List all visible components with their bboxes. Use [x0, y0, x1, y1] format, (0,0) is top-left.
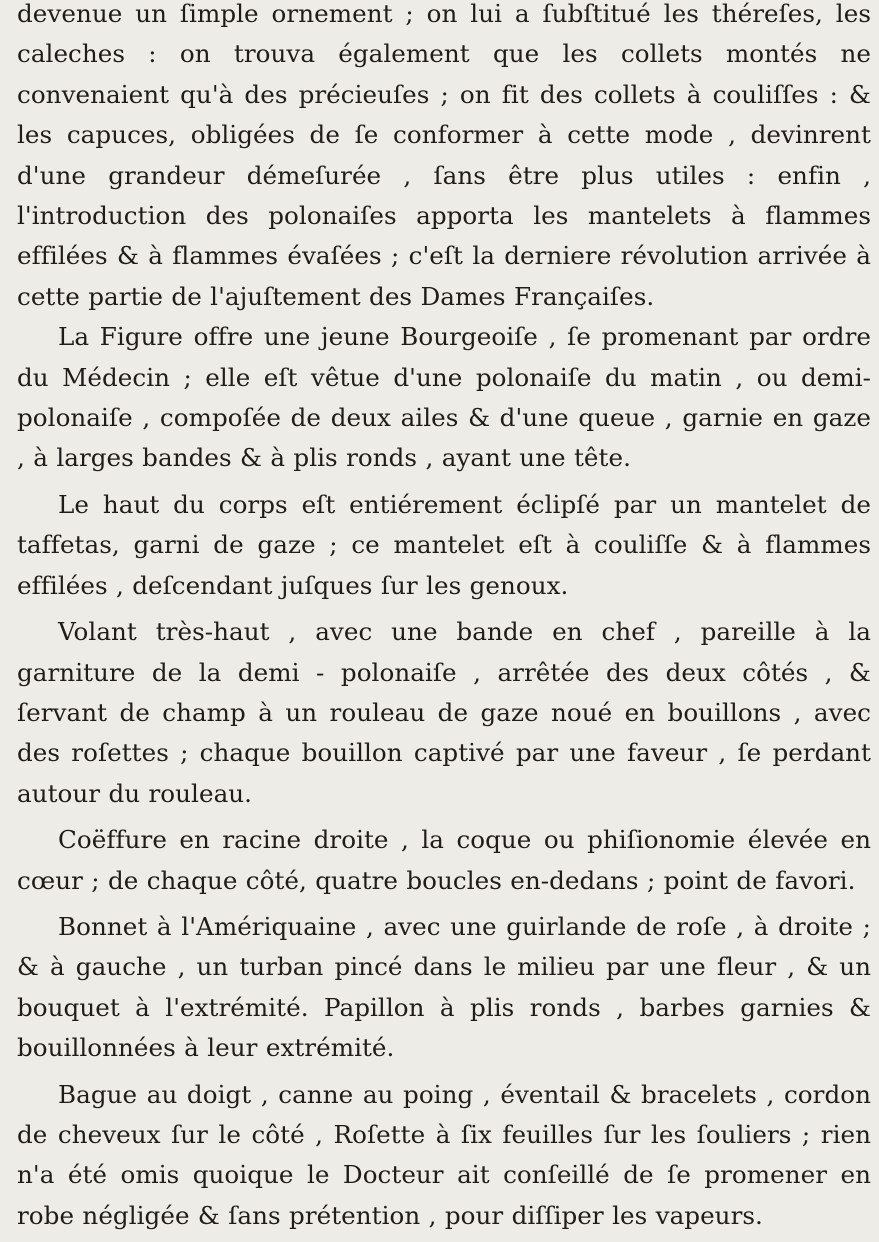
paragraph-upper-body: Le haut du corps eſt entiérement éclipſé par un mantelet de taffetas, garni de gaze ; ce mantelet eſt à couliſſe & à flammes effilées , deſcendant juſques ſur les genoux.: [17, 489, 871, 600]
paragraph-mantelets-history: devenue un ſimple ornement ; on lui a ſubſtitué les théreſes, les caleches : on trouva également que les collets montés ne convenaient qu'à des précieuſes ; on fit des collets à couliſſes : & les capuces, obligées de ſe conformer à cette mode , devinrent d'une grandeur démeſurée , ſans être plus utiles : enfin , l'introduction des polonaiſes apporta les mantelets à flammes effilées & à flammes évaſées ; c'eſt la derniere révolution arrivée à cette partie de l'ajuſtement des Dames Françaiſes.: [17, 0, 871, 311]
paragraph-hairstyle: Coëffure en racine droite , la coque ou phiſionomie élevée en cœur ; de chaque côté, quatre boucles en-dedans ; point de favori.: [17, 825, 871, 895]
paragraph-accessories: Bague au doigt , canne au poing , éventail & bracelets , cordon de cheveux ſur le côté , Roſette à ſix feuilles ſur les ſouliers ; rien n'a été omis quoique le Docteur ait conſeillé de ſe promener en robe négligée & ſans prétention , pour diſſiper les vapeurs.: [17, 1079, 871, 1230]
paragraph-bonnet: Bonnet à l'Amériquaine , avec une guirlande de roſe , à droite ; & à gauche , un turban pincé dans le milieu par une fleur , & un bouquet à l'extrémité. Papillon à plis ronds , barbes garnies & bouillonnées à leur extrémité.: [17, 911, 871, 1063]
paragraph-figure-description: La Figure offre une jeune Bourgeoiſe , ſe promenant par ordre du Médecin ; elle eſt vêtue d'une polonaiſe du matin , ou demi-polonaiſe , compoſée de deux ailes & d'une queue , garnie en gaze , à larges bandes & à plis ronds , ayant une tête.: [17, 322, 871, 473]
paragraph-flounce: Volant très-haut , avec une bande en chef , pareille à la garniture de la demi - polonaiſe , arrêtée des deux côtés , & ſervant de champ à un rouleau de gaze noué en bouillons , avec des roſettes ; chaque bouillon captivé par une faveur , ſe perdant autour du rouleau.: [17, 617, 871, 808]
